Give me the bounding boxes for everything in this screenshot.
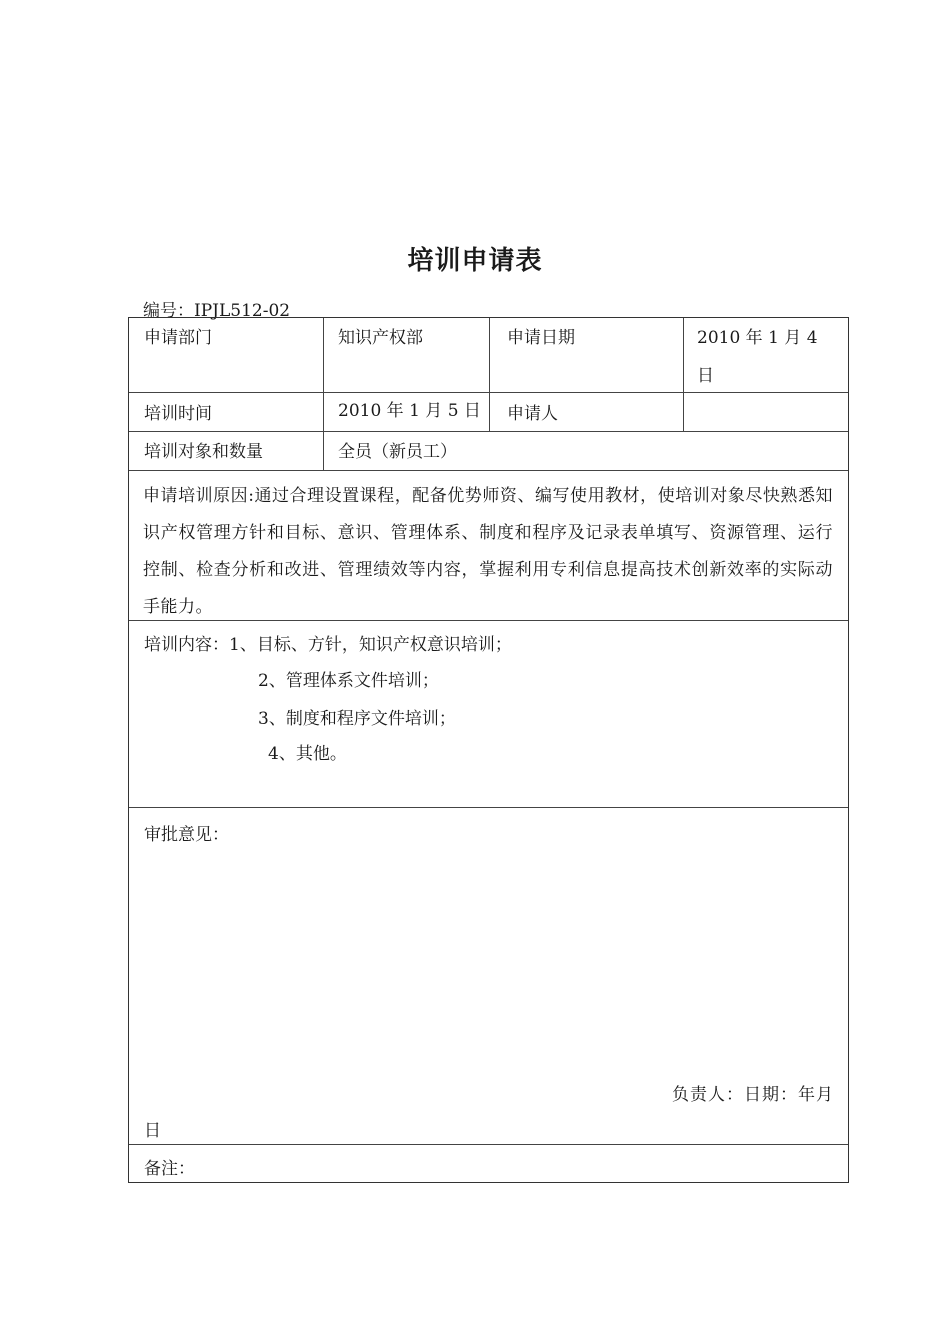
department-value: 知识产权部 — [338, 328, 423, 348]
target-value: 全员（新员工） — [338, 442, 457, 462]
training-content-item: 4、其他。 — [268, 744, 347, 764]
reason-section — [129, 470, 848, 620]
department-label: 申请部门 — [144, 328, 212, 348]
column-divider — [683, 318, 684, 431]
column-divider — [489, 318, 490, 431]
column-divider — [323, 318, 324, 470]
target-label: 培训对象和数量 — [144, 442, 263, 462]
apply-date-value-day: 日 — [697, 366, 714, 386]
training-reason-text: 申请培训原因:通过合理设置课程，配备优势师资、编写使用教材，使培训对象尽快熟悉知识产权管理方针和目标、意识、管理体系、制度和程序及记录表单填写、资源管理、运行控制、检查分析和改进、管理绩效等内容，掌握利用专利信息提高技术创新效率的实际动手能力。 — [143, 486, 833, 617]
page-title: 培训申请表 — [407, 246, 543, 276]
training-content-label: 培训内容：1、目标、方针，知识产权意识培训； — [144, 635, 512, 655]
approval-label: 审批意见： — [144, 825, 229, 845]
training-time-label: 培训时间 — [144, 404, 212, 424]
apply-date-label: 申请日期 — [507, 328, 575, 348]
row-divider — [129, 807, 848, 808]
training-application-form — [128, 317, 849, 1183]
apply-date-value: 2010 年 1 月 4 — [697, 328, 818, 348]
approval-signoff-day: 日 — [144, 1121, 161, 1141]
approval-signoff: 负责人：日期：年月 — [672, 1085, 834, 1105]
document-number: 编号：IPJL512-02 — [143, 301, 291, 321]
training-time-value: 2010 年 1 月 5 日 — [338, 401, 481, 421]
remarks-label: 备注： — [144, 1159, 195, 1179]
applicant-label: 申请人 — [507, 404, 558, 424]
training-content-item: 3、制度和程序文件培训； — [258, 709, 456, 729]
row-divider — [129, 1144, 848, 1145]
training-content-item: 2、管理体系文件培训； — [258, 671, 439, 691]
